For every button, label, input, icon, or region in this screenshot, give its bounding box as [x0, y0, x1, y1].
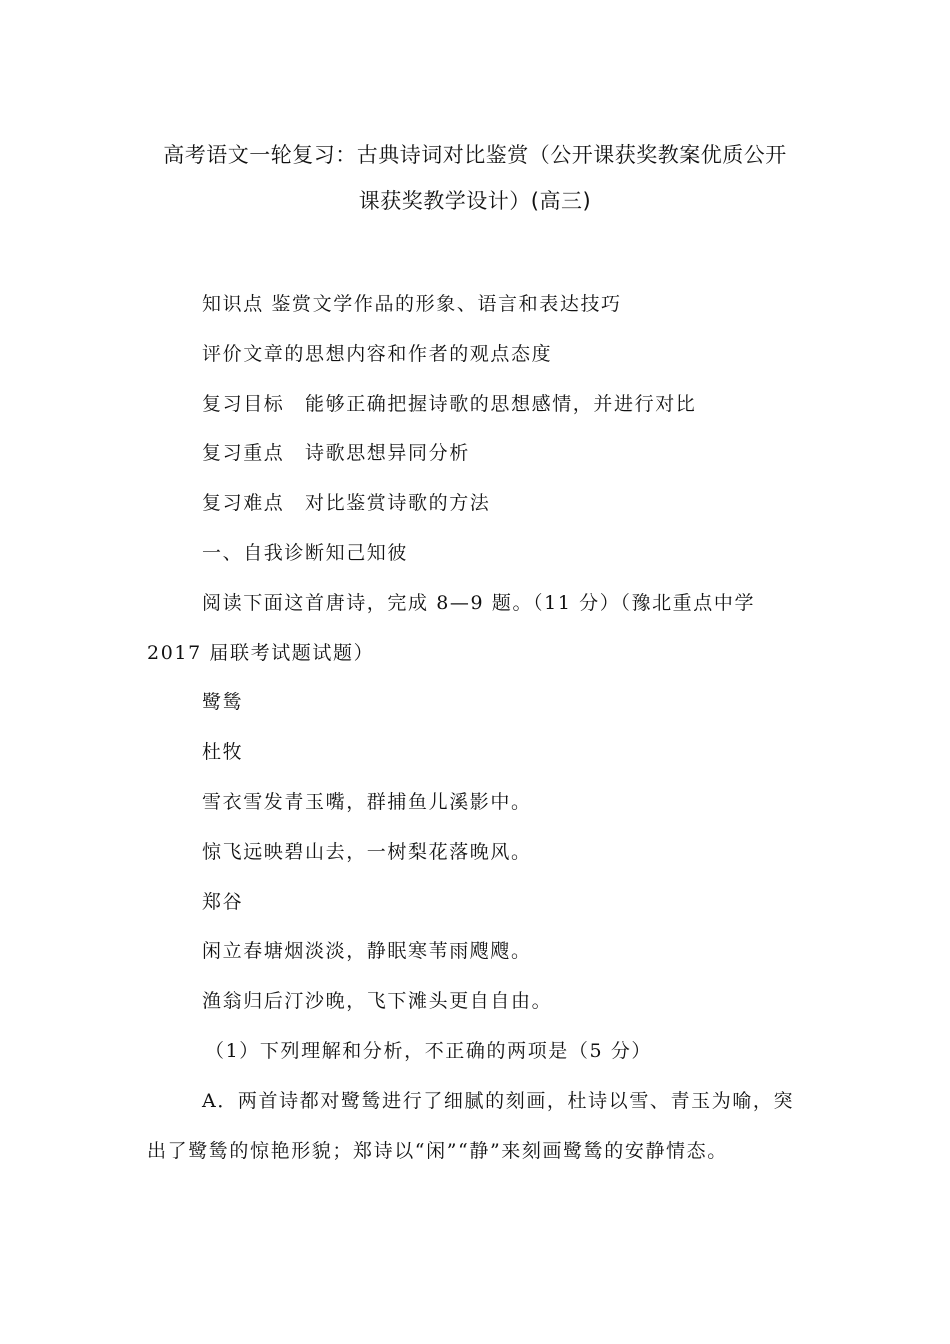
title-line-2: 课获奖教学设计）(高三): [358, 189, 592, 213]
poem1-line-1: 雪衣雪发青玉嘴，群捕鱼儿溪影中。: [202, 790, 532, 813]
poem1-line-2: 惊飞远映碧山去，一树梨花落晚风。: [202, 840, 532, 863]
reading-instruction-line-1: 阅读下面这首唐诗，完成 8—9 题。（11 分）（豫北重点中学: [202, 591, 756, 614]
document-title: [140, 132, 810, 224]
evaluation-point: 评价文章的思想内容和作者的观点态度: [202, 342, 553, 365]
knowledge-point: 知识点 鉴赏文学作品的形象、语言和表达技巧: [202, 293, 622, 315]
poem-author-zheng-gu: 郑谷: [202, 890, 244, 913]
poem-title: 鹭鸶: [202, 691, 244, 714]
document-body: [147, 280, 807, 1176]
review-goal: 复习目标 能够正确把握诗歌的思想感情，并进行对比: [202, 392, 697, 415]
section-heading: 一、自我诊断知己知彼: [202, 541, 409, 564]
review-focus: 复习重点 诗歌思想异同分析: [202, 442, 470, 465]
title-line-1: 高考语文一轮复习：古典诗词对比鉴赏（公开课获奖教案优质公开: [163, 143, 787, 167]
poem2-line-1: 闲立春塘烟淡淡，静眠寒苇雨飕飕。: [202, 940, 532, 963]
poem-author-du-mu: 杜牧: [202, 741, 244, 764]
question-stem: （1）下列理解和分析，不正确的两项是（5 分）: [205, 1039, 653, 1062]
review-difficulty: 复习难点 对比鉴赏诗歌的方法: [202, 492, 491, 515]
reading-instruction-line-2: 2017 届联考试题试题）: [147, 641, 375, 664]
poem2-line-2: 渔翁归后汀沙晚，飞下滩头更自自由。: [202, 990, 553, 1013]
question-option-a: A．两首诗都对鹭鸶进行了细腻的刻画，杜诗以雪、青玉为喻，突出了鹭鸶的惊艳形貌；郑诗以“闲”“静”来刻画鹭鸶的安静情态。: [147, 1089, 795, 1162]
